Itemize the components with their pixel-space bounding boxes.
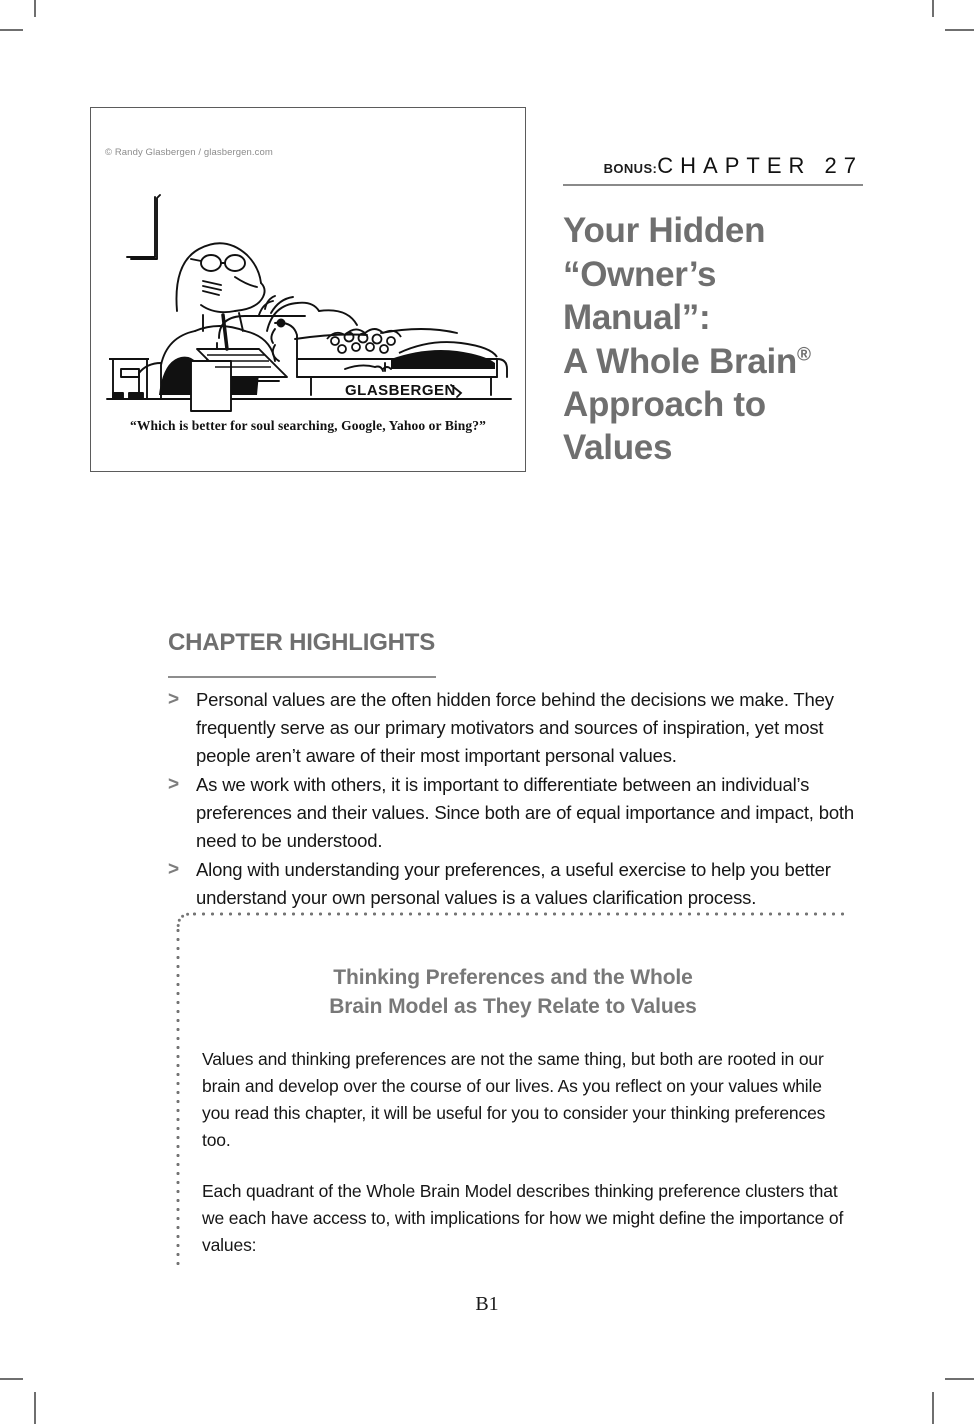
crop-mark-bottom-left-vertical bbox=[34, 1392, 36, 1424]
sidebar-dotted-border-left bbox=[176, 926, 180, 1266]
chapter-title-line-1: Your Hidden bbox=[563, 211, 766, 251]
sidebar-paragraph: Values and thinking preferences are not the same thing, but both are rooted in our brain and develop over the course of our lives. As you reflect on your values while you read this chapter, it will be useful for you to consider your thinking preferences too. bbox=[202, 1048, 826, 1150]
chapter-highlights-rule bbox=[168, 676, 436, 678]
crop-mark-top-right-vertical bbox=[932, 0, 934, 17]
chapter-title-line-4: Approach to Values bbox=[563, 385, 766, 468]
sidebar-paragraph: Each quadrant of the Whole Brain Model describes thinking preference clusters that we each have access to, with implications for how we might define the importance of values: bbox=[202, 1180, 844, 1255]
crop-mark-bottom-left-horizontal bbox=[0, 1378, 23, 1380]
chapter-highlight-text: Personal values are the often hidden force behind the decisions we make. They frequently serve as our primary motivators and sources of inspiration, yet most people aren’t aware of their most important personal values. bbox=[196, 689, 834, 767]
chapter-highlight-text: Along with understanding your preferences, a useful exercise to help you better understand your own personal values is a values clarification process. bbox=[196, 859, 831, 909]
chapter-title-line-3: A Whole Brain bbox=[563, 341, 797, 381]
chapter-heading-block bbox=[563, 155, 863, 493]
sidebar-heading bbox=[202, 963, 852, 1022]
page-number: B1 bbox=[475, 1293, 499, 1315]
chapter-highlight-text: As we work with others, it is important to differentiate between an individual’s preferences and their values. Since both are of equal importance and impact, both need to be understood. bbox=[196, 774, 854, 852]
sidebar-heading-line-2: Brain Model as They Relate to Values bbox=[329, 995, 697, 1019]
registered-trademark-icon: ® bbox=[796, 343, 811, 365]
list-item bbox=[168, 856, 854, 912]
cartoon-panel bbox=[90, 107, 526, 472]
crop-mark-bottom-right-horizontal bbox=[945, 1378, 974, 1380]
cartoon-signature: GLASBERGEN bbox=[345, 382, 456, 399]
sidebar-dotted-border-top bbox=[190, 912, 850, 916]
chapter-eyebrow bbox=[563, 155, 863, 184]
sidebar-heading-line-1: Thinking Preferences and the Whole bbox=[333, 966, 693, 989]
chapter-highlights-section bbox=[168, 610, 854, 913]
cartoon-credit-line: © Randy Glasbergen / glasbergen.com bbox=[105, 147, 273, 158]
chapter-eyebrow-number: CHAPTER 27 bbox=[657, 153, 863, 178]
crop-mark-bottom-right-vertical bbox=[932, 1392, 934, 1424]
crop-mark-top-right-horizontal bbox=[945, 29, 974, 31]
list-item bbox=[168, 686, 854, 770]
cartoon-caption: “Which is better for soul searching, Google, Yahoo or Bing?” bbox=[130, 418, 486, 433]
sidebar-content bbox=[202, 942, 852, 1276]
crop-mark-top-left-horizontal bbox=[0, 29, 23, 31]
chapter-eyebrow-bonus: BONUS: bbox=[603, 161, 658, 176]
chapter-title-line-2: “Owner’s Manual”: bbox=[563, 254, 717, 338]
chapter-heading-rule bbox=[563, 184, 863, 186]
page-title bbox=[563, 209, 863, 469]
chevron-right-icon: > bbox=[168, 689, 180, 711]
sidebar-dotted-corner bbox=[176, 912, 192, 928]
chevron-right-icon: > bbox=[168, 774, 180, 796]
chapter-highlights-heading: CHAPTER HIGHLIGHTS bbox=[168, 628, 436, 656]
list-item bbox=[168, 771, 854, 855]
crop-mark-top-left-vertical bbox=[34, 0, 36, 17]
chevron-right-icon: > bbox=[168, 859, 180, 881]
sidebar-callout bbox=[176, 912, 854, 1272]
cartoon-illustration bbox=[99, 163, 519, 453]
